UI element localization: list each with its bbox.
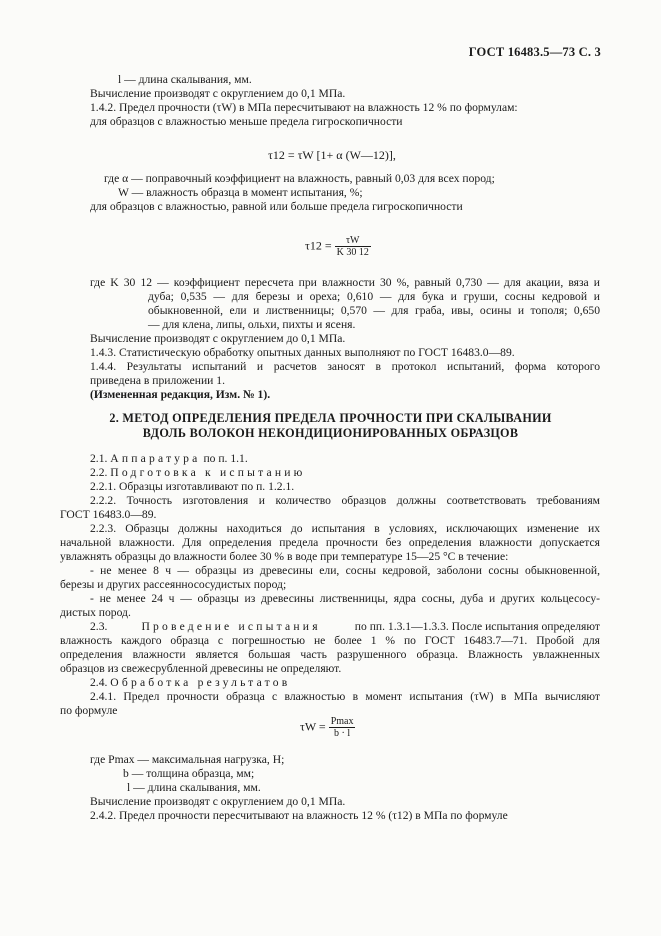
paragraph-2-1 (90, 452, 248, 466)
paragraph-1-4-3: 1.4.3. Статистическую обработку опытных данных выполняют по ГОСТ 16483.0—89. (90, 346, 515, 359)
formula-2-fraction (335, 235, 371, 258)
paragraph-2-3-b: влажность каждого образца с погрешностью не более 1 % по ГОСТ 16483.7—71. Пробой для (60, 634, 600, 647)
paragraph-2-2-2-b: ГОСТ 16483.0—89. (60, 508, 157, 521)
paragraph-2-3-a (90, 620, 600, 634)
bullet-8h-a: - не менее 8 ч — образцы из древесины ели, сосны кедровой, заболони сосны обыкновенной, (90, 564, 600, 577)
amendment-note: (Измененная редакция, Изм. № 1). (90, 388, 271, 401)
formula-tauW (300, 716, 355, 739)
formula-3-denominator: b · l (334, 728, 351, 739)
paragraph-2-2-heading: Подготовка к испытанию (110, 466, 306, 479)
k-definition-4: — для клена, липы, ольхи, пихты и ясеня. (148, 318, 356, 331)
paragraph-2-3-text: по пп. 1.3.1—1.3.3. После испытания определяют (354, 620, 600, 633)
paragraph-1-4-4-a: 1.4.4. Результаты испытаний и расчетов заносят в протокол испытаний, форма которого (90, 360, 600, 373)
paragraph-2-4-heading: Обработка результатов (110, 676, 291, 689)
paragraph-2-1-number: 2.1. (90, 452, 108, 465)
formula-3-numerator: Pmax (330, 716, 354, 727)
paragraph-2-4-number: 2.4. (90, 676, 108, 689)
k-definition-3: обыкновенной, ели и лиственницы; 0,570 — для граба, ивы, осины и тополя; 0,650 (148, 304, 600, 317)
paragraph-2-2-3-b: начальной влажности. Для определения предела прочности без определения влажности допускается (60, 536, 600, 549)
paragraph-2-4-1-b: по формуле (60, 704, 118, 717)
paragraph-2-2-1: 2.2.1. Образцы изготавливают по п. 1.2.1. (90, 480, 295, 493)
paragraph-2-1-heading: Аппаратура (110, 452, 201, 465)
rounding-note-2: Вычисление производят с округлением до 0,1 МПа. (90, 332, 346, 345)
rounding-note-3: Вычисление производят с округлением до 0,1 МПа. (90, 795, 346, 808)
paragraph-2-1-text: по п. 1.1. (203, 452, 248, 465)
k-definition-2: дуба; 0,535 — для березы и ореха; 0,610 — для бука и груши, сосны кедровой и (148, 290, 600, 303)
bullet-8h-b: березы и других рассеяннососудистых пород; (60, 578, 287, 591)
formula-3-fraction (329, 716, 356, 739)
paragraph-2-3-heading: Проведение испытания (141, 620, 321, 633)
w-definition: W — влажность образца в момент испытания, %; (118, 186, 363, 199)
formula-tau12-below: τ12 = τW [1+ α (W—12)], (268, 148, 396, 162)
k-definition-1: где K 30 12 — коэффициент пересчета при влажности 30 %, равный 0,730 — для акации, вяза и (90, 276, 600, 289)
rounding-note-1: Вычисление производят с округлением до 0,1 МПа. (90, 87, 346, 100)
condition-above-hygroscopic: для образцов с влажностью, равной или больше предела гигроскопичности (90, 200, 463, 213)
formula-2-lhs: τ12 = (305, 238, 332, 253)
b-definition: b — толщина образца, мм; (123, 767, 255, 780)
pmax-definition: где Pmax — максимальная нагрузка, Н; (90, 753, 285, 766)
formula-2-numerator: τW (335, 235, 371, 247)
paragraph-2-2-2-a: 2.2.2. Точность изготовления и количество образцов должны соответствовать требованиям (90, 494, 600, 507)
paragraph-2-4 (90, 676, 290, 690)
alpha-definition: где α — поправочный коэффициент на влажность, равный 0,03 для всех пород; (104, 172, 495, 185)
paragraph-1-4-4-b: приведена в приложении 1. (90, 374, 225, 387)
section-2-title-line-2: ВДОЛЬ ВОЛОКОН НЕКОНДИЦИОНИРОВАННЫХ ОБРАЗЦОВ (142, 426, 519, 440)
paragraph-2-4-2: 2.4.2. Предел прочности пересчитывают на влажность 12 % (τ12) в МПа по формуле (90, 809, 508, 822)
formula-3-lhs: τW = (300, 719, 326, 734)
paragraph-2-3-c: определения влажности является большая часть разрушенного образца. Влажность увлажненных (60, 648, 600, 661)
paragraph-2-2-3-a: 2.2.3. Образцы должны находиться до испытания в условиях, исключающих изменение их (90, 522, 600, 535)
paragraph-1-4-2: 1.4.2. Предел прочности (τW) в МПа пересчитывают на влажность 12 % по формулам: (90, 101, 518, 114)
page-header: ГОСТ 16483.5—73 С. 3 (468, 45, 601, 59)
paragraph-2-2 (90, 466, 306, 480)
condition-below-hygroscopic: для образцов с влажностью меньше предела гигроскопичности (90, 115, 403, 128)
paragraph-2-4-1-a: 2.4.1. Предел прочности образца с влажностью в момент испытания (τW) в МПа вычисляют (90, 690, 600, 703)
bullet-24h-a: - не менее 24 ч — образцы из древесины лиственницы, ядра сосны, дуба и других кольцесосу- (90, 592, 600, 605)
l-definition-2: l — длина скалывания, мм. (127, 781, 261, 794)
paragraph-2-2-3-c: увлажнять образцы до влажности более 30 % в воде при температуре 15—25 °С в течение: (60, 550, 509, 563)
formula-2-denominator: K 30 12 (336, 247, 369, 258)
section-2-title-line-1: 2. МЕТОД ОПРЕДЕЛЕНИЯ ПРЕДЕЛА ПРОЧНОСТИ ПРИ СКАЛЫВАНИИ (109, 411, 552, 425)
l-definition: l — длина скалывания, мм. (118, 73, 252, 86)
bullet-24h-b: дистых пород. (60, 606, 131, 619)
formula-tau12-above (305, 235, 371, 258)
paragraph-2-3-d: образцов из свежесрубленной древесины не определяют. (60, 662, 342, 675)
paragraph-2-3-number: 2.3. (90, 620, 108, 633)
paragraph-2-2-number: 2.2. (90, 466, 108, 479)
